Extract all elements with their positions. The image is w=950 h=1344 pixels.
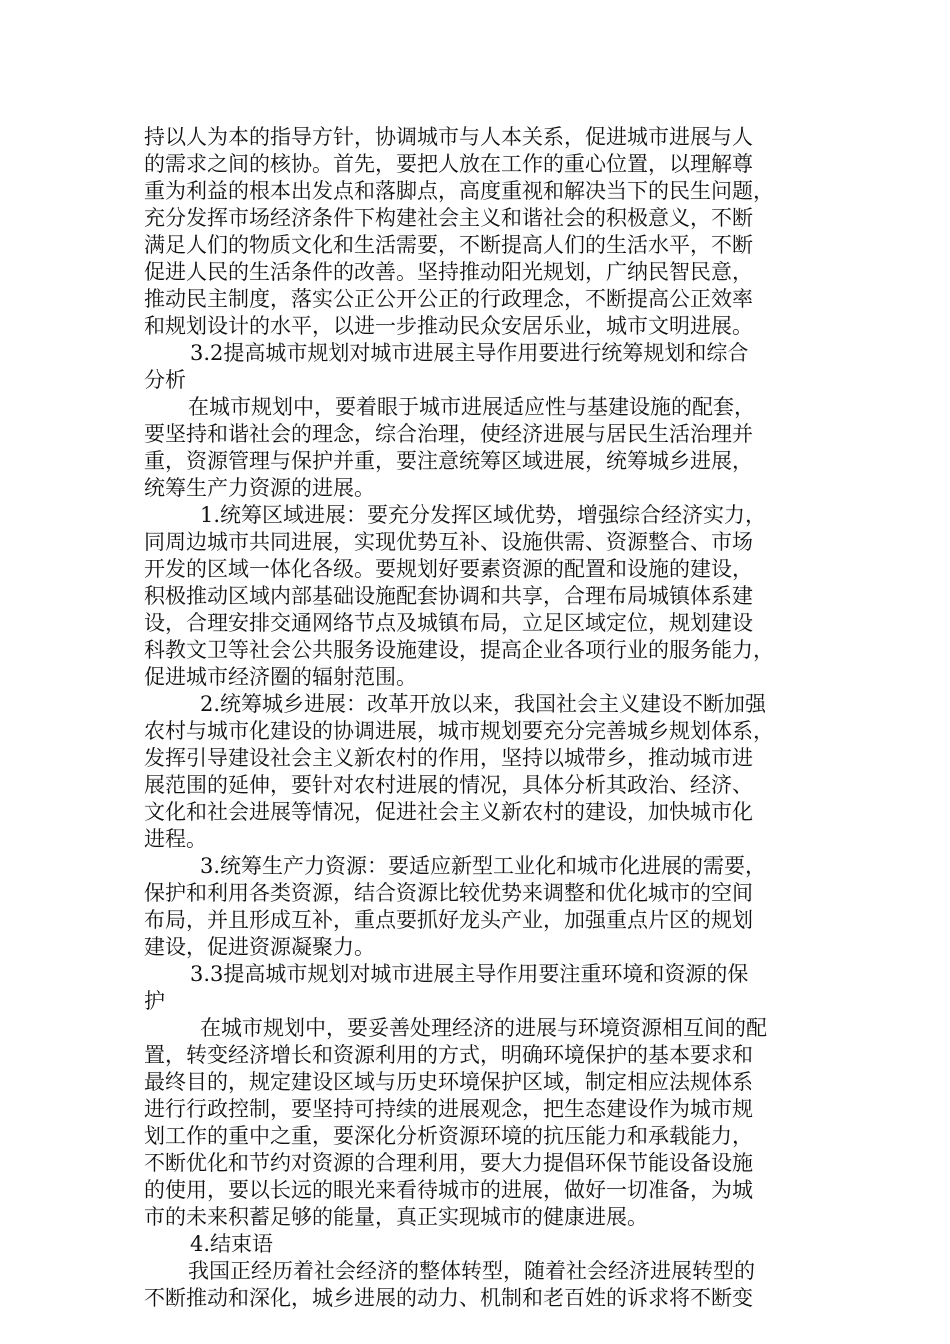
- paragraph-productivity-resources: [144, 853, 804, 961]
- text-line: 不断推动和深化，城乡进展的动力、机制和老百姓的诉求将不断变: [144, 1286, 753, 1310]
- text-line: 的使用，要以长远的眼光来看待城市的进展，做好一切准备，为城: [144, 1178, 753, 1202]
- paragraph-overall-planning: [144, 394, 804, 502]
- text-line: 进程。: [144, 827, 207, 851]
- section-heading-3-2: [144, 340, 804, 394]
- text-line: 置，转变经济增长和资源利用的方式，明确环境保护的基本要求和: [144, 1043, 753, 1067]
- text-line: 我国正经历着社会经济的整体转型，随着社会经济进展转型的: [188, 1259, 755, 1283]
- text-line: 促进城市经济圈的辐射范围。: [144, 665, 417, 689]
- text-line: 充分发挥市场经济条件下构建社会主义和谐社会的积极意义，不断: [144, 206, 753, 230]
- text-line: 开发的区域一体化各级。要规划好要素资源的配置和设施的建设，: [144, 557, 753, 581]
- heading-line: 3.2提高城市规划对城市进展主导作用要进行统筹规划和综合: [190, 341, 749, 365]
- paragraph-conclusion: [144, 1258, 804, 1312]
- text-line: 和规划设计的水平，以进一步推动民众安居乐业，城市文明进展。: [144, 314, 753, 338]
- document-page: [144, 124, 804, 1312]
- paragraph-urban-rural-development: [144, 691, 804, 853]
- text-line: 3.统筹生产力资源：要适应新型工业化和城市化进展的需要，: [200, 854, 767, 878]
- text-line: 市的未来积蓄足够的能量，真正实现城市的健康进展。: [144, 1205, 648, 1229]
- text-line: 保护和利用各类资源，结合资源比较优势来调整和优化城市的空间: [144, 881, 753, 905]
- paragraph-regional-development: [144, 502, 804, 691]
- text-line: 在城市规划中，要着眼于城市进展适应性与基建设施的配套，: [188, 395, 755, 419]
- text-line: 不断优化和节约对资源的合理利用，要大力提倡环保节能设备设施: [144, 1151, 753, 1175]
- text-line: 在城市规划中，要妥善处理经济的进展与环境资源相互间的配: [200, 1016, 767, 1040]
- text-line: 持以人为本的指导方针，协调城市与人本关系，促进城市进展与人: [144, 125, 753, 149]
- text-line: 同周边城市共同进展，实现优势互补、设施供需、资源整合、市场: [144, 530, 753, 554]
- text-line: 划工作的重中之重，要深化分析资源环境的抗压能力和承载能力，: [144, 1124, 753, 1148]
- section-heading-4: [144, 1231, 804, 1258]
- text-line: 建设，促进资源凝聚力。: [144, 935, 375, 959]
- text-line: 科教文卫等社会公共服务设施建设，提高企业各项行业的服务能力，: [144, 638, 774, 662]
- paragraph-environment-protection: [144, 1015, 804, 1231]
- text-line: 要坚持和谐社会的理念，综合治理，使经济进展与居民生活治理并: [144, 422, 753, 446]
- paragraph-people-oriented: [144, 124, 804, 340]
- text-line: 农村与城市化建设的协调进展，城市规划要充分完善城乡规划体系，: [144, 719, 774, 743]
- heading-line: 护: [144, 989, 165, 1013]
- text-line: 重，资源管理与保护并重，要注意统筹区域进展，统筹城乡进展，: [144, 449, 753, 473]
- text-line: 2.统筹城乡进展：改革开放以来，我国社会主义建设不断加强: [200, 692, 767, 716]
- text-line: 促进人民的生活条件的改善。坚持推动阳光规划，广纳民智民意，: [144, 260, 753, 284]
- text-line: 推动民主制度，落实公正公开公正的行政理念，不断提高公正效率: [144, 287, 753, 311]
- text-line: 满足人们的物质文化和生活需要，不断提高人们的生活水平，不断: [144, 233, 753, 257]
- text-line: 设，合理安排交通网络节点及城镇布局，立足区域定位，规划建设: [144, 611, 753, 635]
- heading-line: 3.3提高城市规划对城市进展主导作用要注重环境和资源的保: [190, 962, 749, 986]
- text-line: 1.统筹区域进展：要充分发挥区域优势，增强综合经济实力，: [200, 503, 767, 527]
- text-line: 进行行政控制，要坚持可持续的进展观念，把生态建设作为城市规: [144, 1097, 753, 1121]
- text-line: 积极推动区域内部基础设施配套协调和共享，合理布局城镇体系建: [144, 584, 753, 608]
- text-line: 展范围的延伸，要针对农村进展的情况，具体分析其政治、经济、: [144, 773, 753, 797]
- text-line: 文化和社会进展等情况，促进社会主义新农村的建设，加快城市化: [144, 800, 753, 824]
- text-line: 重为利益的根本出发点和落脚点，高度重视和解决当下的民生问题，: [144, 179, 774, 203]
- text-line: 统筹生产力资源的进展。: [144, 476, 375, 500]
- section-heading-3-3: [144, 961, 804, 1015]
- text-line: 最终目的，规定建设区域与历史环境保护区域，制定相应法规体系: [144, 1070, 753, 1094]
- text-line: 发挥引导建设社会主义新农村的作用，坚持以城带乡，推动城市进: [144, 746, 753, 770]
- text-line: 的需求之间的核协。首先，要把人放在工作的重心位置，以理解尊: [144, 152, 753, 176]
- heading-line: 分析: [144, 368, 186, 392]
- text-line: 布局，并且形成互补，重点要抓好龙头产业，加强重点片区的规划: [144, 908, 753, 932]
- heading-line: 4.结束语: [190, 1232, 274, 1256]
